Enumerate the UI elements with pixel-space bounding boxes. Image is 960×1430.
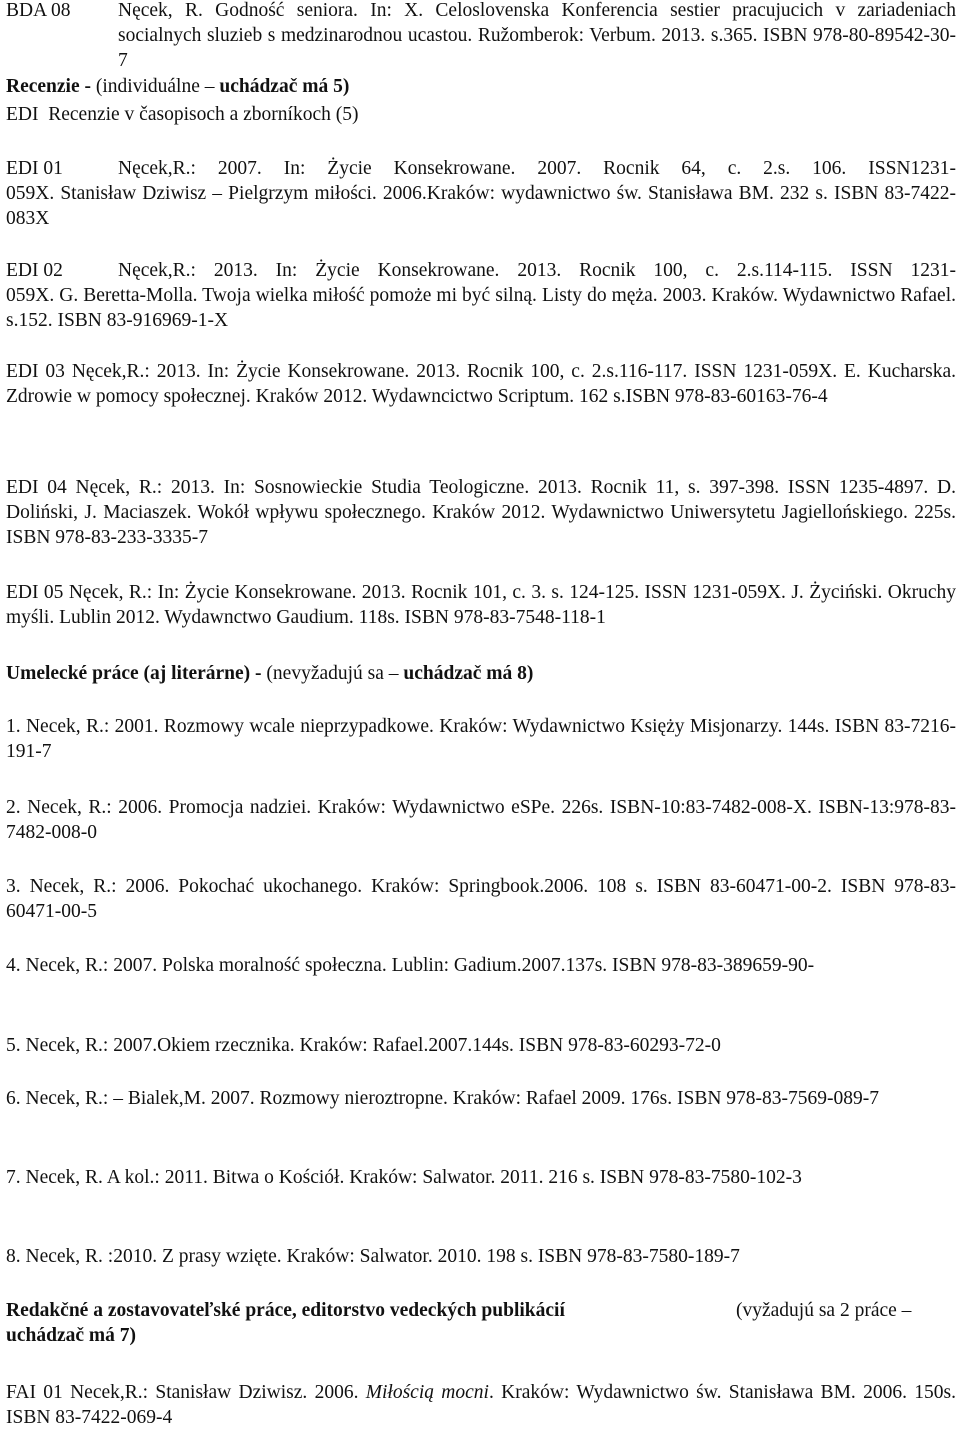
heading-normal-part: (nevyžadujú sa –: [266, 663, 404, 684]
edi-heading: EDI Recenzie v časopisoch a zborníkoch (5): [6, 104, 359, 125]
entry-code: EDI 02: [6, 260, 63, 281]
entry-code: BDA 08: [6, 0, 71, 21]
heading-bold-part: uchádzač má 5): [219, 76, 350, 97]
entry-text: FAI 01 Necek,R.: Stanisław Dziwisz. 2006.: [6, 1382, 366, 1403]
art-item-5: 5. Necek, R.: 2007.Okiem rzecznika. Kraków: Rafael.2007.144s. ISBN 978-83-60293-72-0: [6, 1035, 721, 1056]
edi-02-entry: [6, 258, 956, 333]
edi-03-entry: EDI 03 Nęcek,R.: 2013. In: Życie Konsekrowane. 2013. Rocnik 100, c. 2.s.116-117. ISSN 1231-059X. E. Kucharska. Zdrowie w pomocy społecznej. Kraków 2012. Wydawncictwo Scriptum. 162 s.ISBN 978-83-60163-76-4: [6, 361, 956, 407]
art-item-1: 1. Necek, R.: 2001. Rozmowy wcale nieprzypadkowe. Kraków: Wydawnictwo Księży Misjonarzy. 144s. ISBN 83-7216-191-7: [6, 716, 956, 762]
heading-bold-part: uchádzač má 8): [403, 663, 534, 684]
entry-text: 059X. G. Beretta-Molla. Twoja wielka miłość pomoże mi być silną. Listy do męża. 2003. Kraków. Wydawnictwo Rafael. s.152. ISBN 83-916969-1-X: [6, 285, 956, 331]
art-heading: [6, 661, 956, 686]
heading-bold-part: uchádzač má 7): [6, 1325, 136, 1346]
art-item-7: 7. Necek, R. A kol.: 2011. Bitwa o Kościół. Kraków: Salwator. 2011. 216 s. ISBN 978-83-7580-102-3: [6, 1167, 802, 1188]
edi-01-entry: [6, 156, 956, 231]
entry-text: Nęcek, R. Godność seniora. In: X. Celoslovenska Konferencia sestier pracujucich v zariadeniach socialnych sluzieb s medzinarodnou ucastou. Ružomberok: Verbum. 2013. s.365. ISBN 978-80-89542-30-7: [118, 0, 956, 71]
heading-normal-part: (vyžadujú sa 2 práce –: [736, 1300, 912, 1321]
heading-normal-part: (individuálne –: [95, 76, 220, 97]
art-item-4: 4. Necek, R.: 2007. Polska moralność społeczna. Lublin: Gadium.2007.137s. ISBN 978-83-389659-90-: [6, 955, 815, 976]
reviews-heading: [6, 74, 956, 99]
fai-01-entry: [6, 1380, 956, 1430]
entry-text: . Kraków: Wydawnictwo św. Stanisława BM. 2006. 150s. ISBN 83-7422-069-4: [6, 1382, 956, 1428]
heading-bold-part: Umelecké práce (aj literárne) -: [6, 663, 267, 684]
entry-first-line: Nęcek,R.: 2007. In: Życie Konsekrowane. 2007. Rocnik 64, c. 2.s. 106. ISSN1231-: [118, 158, 956, 179]
art-item-3: 3. Necek, R.: 2006. Pokochać ukochanego. Kraków: Springbook.2006. 108 s. ISBN 83-60471-00-2. ISBN 978-83-60471-00-5: [6, 876, 956, 922]
entry-code: EDI 01: [6, 158, 63, 179]
edi-05-entry: EDI 05 Nęcek, R.: In: Życie Konsekrowane. 2013. Rocnik 101, c. 3. s. 124-125. ISSN 1231-059X. J. Życiński. Okruchy myśli. Lublin 2012. Wydawnctwo Gaudium. 118s. ISBN 978-83-7548-118-1: [6, 582, 956, 628]
bda-08-entry: [6, 0, 956, 73]
entry-first-line: Nęcek,R.: 2013. In: Życie Konsekrowane. 2013. Rocnik 100, c. 2.s.114-115. ISSN 1231-: [118, 260, 956, 281]
art-item-2: 2. Necek, R.: 2006. Promocja nadziei. Kraków: Wydawnictwo eSPe. 226s. ISBN-10:83-7482-008-X. ISBN-13:978-83-7482-008-0: [6, 797, 956, 843]
art-item-8: 8. Necek, R. :2010. Z prasy wzięte. Kraków: Salwator. 2010. 198 s. ISBN 978-83-7580-189-7: [6, 1246, 740, 1267]
heading-bold-part: Recenzie -: [6, 76, 96, 97]
edi-04-entry: EDI 04 Nęcek, R.: 2013. In: Sosnowieckie Studia Teologiczne. 2013. Rocnik 11, s. 397-398. ISSN 1235-4897. D. Doliński, J. Maciaszek. Wokół wpływu społecznego. Kraków 2012. Wydawnictwo Uniwersytetu Jagiellońskiego. 225s. ISBN 978-83-233-3335-7: [6, 477, 956, 548]
entry-text: 059X. Stanisław Dziwisz – Pielgrzym miłości. 2006.Kraków: wydawnictwo św. Stanisława BM. 232 s. ISBN 83-7422-083X: [6, 183, 956, 229]
entry-title-italic: Miłością mocni: [365, 1382, 489, 1403]
heading-bold-part: Redakčné a zostavovateľské práce, editorstvo vedeckých publikácií: [6, 1300, 565, 1321]
art-item-6: 6. Necek, R.: – Bialek,M. 2007. Rozmowy nieroztropne. Kraków: Rafael 2009. 176s. ISBN 978-83-7569-089-7: [6, 1088, 880, 1109]
editorial-heading: [6, 1298, 956, 1348]
